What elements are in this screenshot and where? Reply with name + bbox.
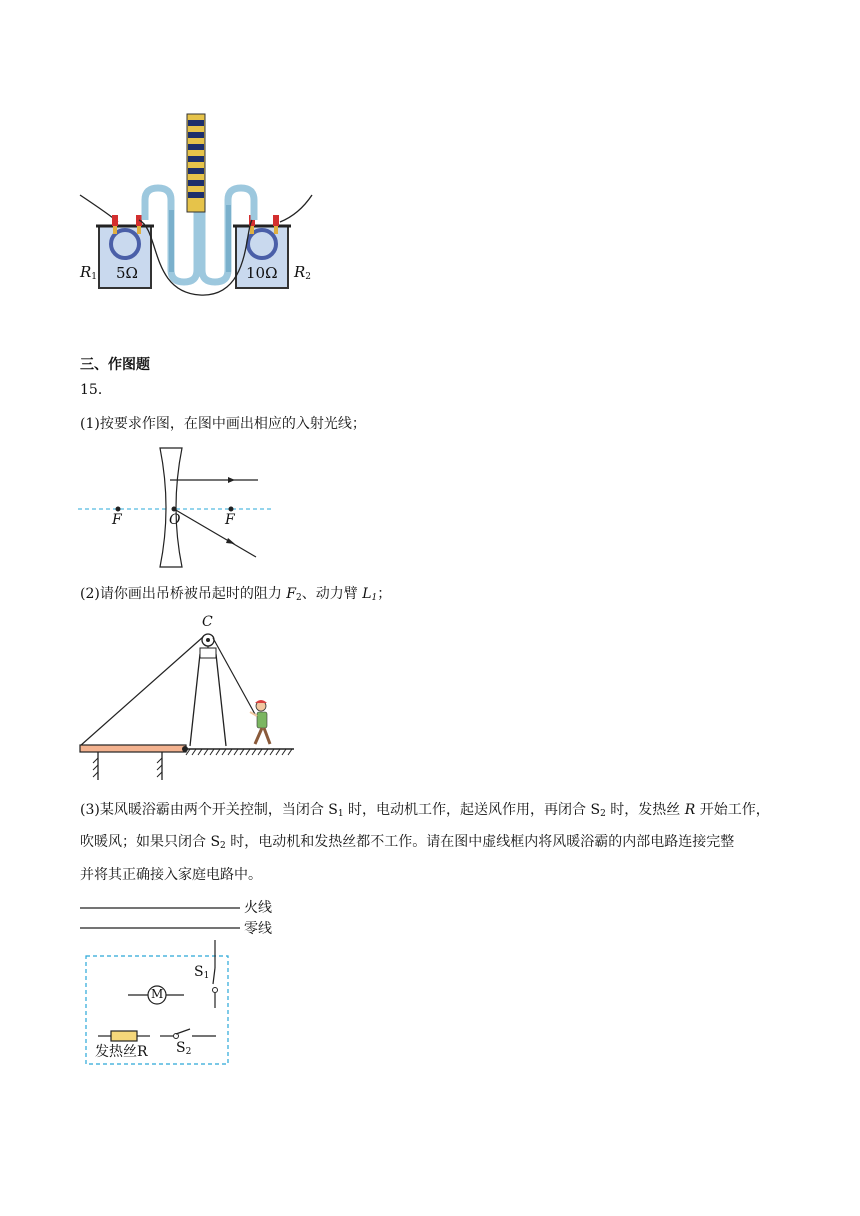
focus-left-label: F bbox=[112, 512, 122, 528]
r2-label: $R_2$ bbox=[294, 263, 312, 282]
part1-prompt: (1)按要求作图，在图中画出相应的入射光线； bbox=[80, 416, 366, 432]
drawbridge-figure bbox=[78, 628, 298, 783]
part3-prompt-line3: 并将其正确接入家庭电路中。 bbox=[80, 867, 262, 883]
worker-figure bbox=[250, 700, 270, 744]
live-wire-label: 火线 bbox=[244, 900, 272, 916]
focus-right-label: F bbox=[225, 512, 235, 528]
part3-prompt-line1: (3)某风暖浴霸由两个开关控制，当闭合 $S_1$ 时，电动机工作，起送风作用，再闭合 $S_2$ 时，发热丝 R 开始工作， bbox=[80, 802, 770, 819]
r1-resistance: 5Ω bbox=[116, 264, 138, 282]
motor-label: M bbox=[151, 987, 164, 1001]
heater-label: 发热丝R bbox=[95, 1044, 148, 1060]
pulley-label: C bbox=[202, 614, 213, 630]
neutral-wire-label: 零线 bbox=[244, 921, 272, 937]
concave-lens-figure bbox=[78, 445, 278, 570]
r1-label: $R_1$ bbox=[80, 263, 98, 282]
r2-resistance: 10Ω bbox=[246, 264, 278, 282]
joule-heating-figure bbox=[70, 100, 330, 300]
section-title: 三、作图题 bbox=[80, 357, 150, 373]
part2-prompt: (2)请你画出吊桥被吊起时的阻力 $F_2$、动力臂 $L_1$； bbox=[80, 586, 392, 603]
question-number: 15． bbox=[80, 382, 112, 398]
s1-label: $S_1$ bbox=[194, 964, 210, 981]
part3-prompt-line2: 吹暖风；如果只闭合 $S_2$ 时，电动机和发热丝都不工作。请在图中虚线框内将风暖浴霸的内部电路连接完整 bbox=[80, 834, 735, 851]
optical-center-label: O bbox=[169, 512, 181, 528]
s2-label: $S_2$ bbox=[176, 1040, 192, 1057]
